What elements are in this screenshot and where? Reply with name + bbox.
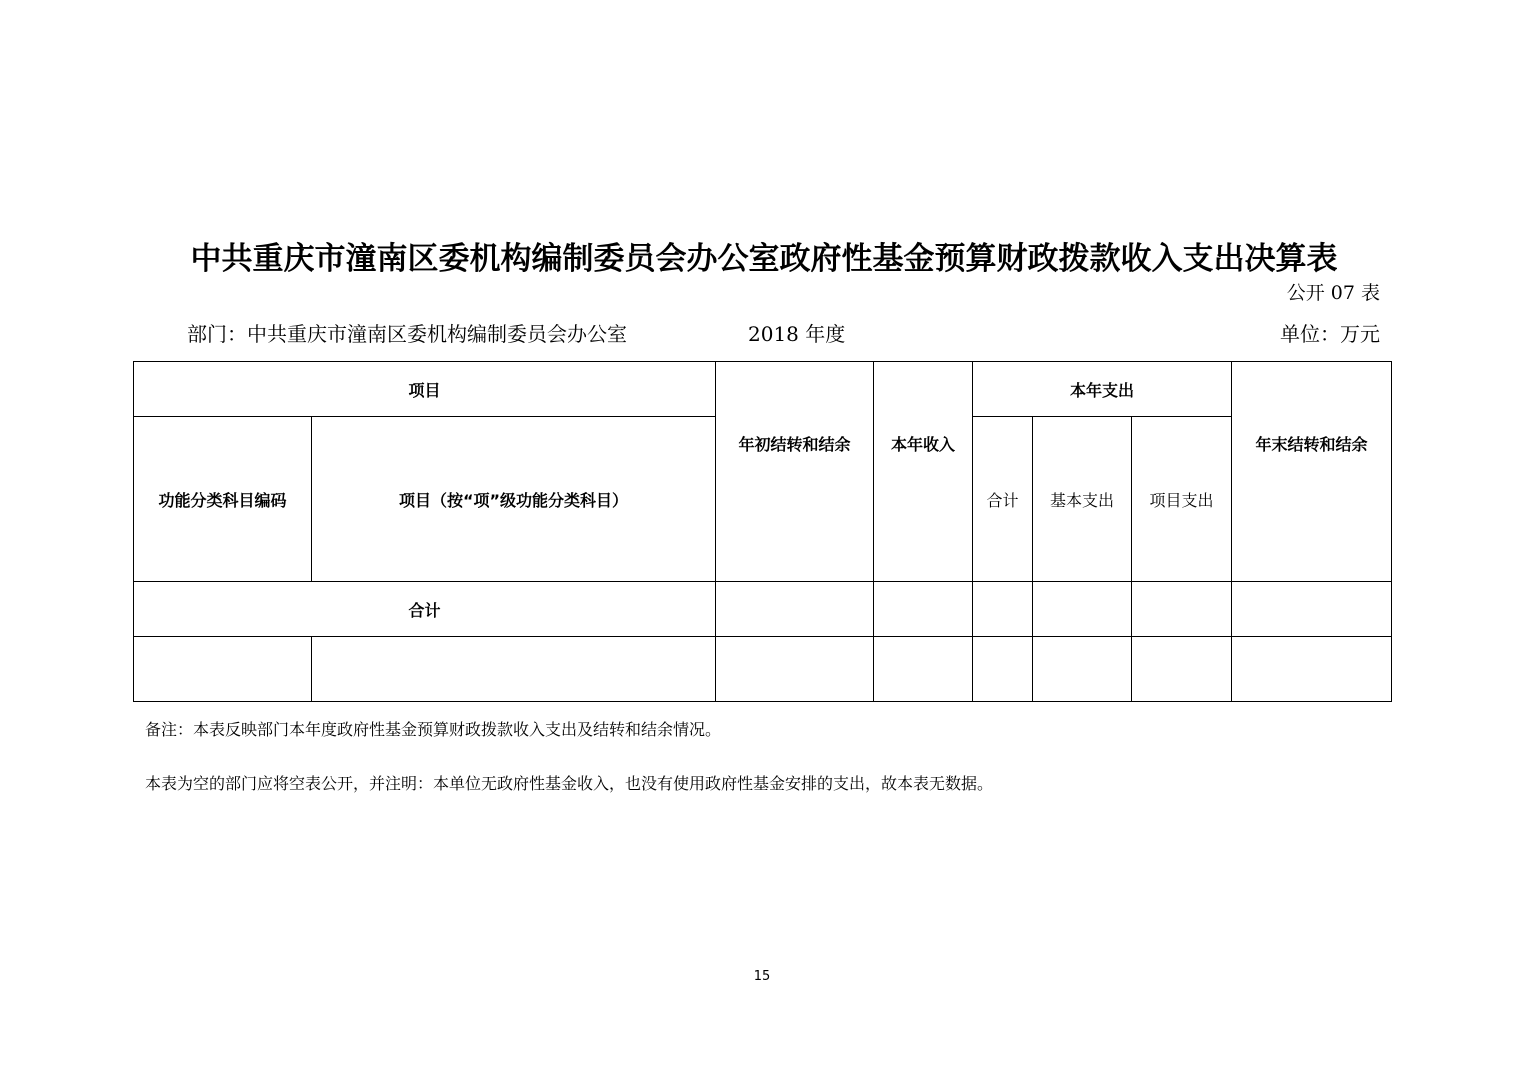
row-project-expense [1132, 637, 1232, 702]
header-income: 本年收入 [874, 362, 973, 582]
header-expense-total: 合计 [973, 417, 1033, 582]
row-income [874, 637, 973, 702]
total-expense-total [973, 582, 1033, 637]
total-row [134, 582, 1392, 637]
budget-table [133, 361, 1392, 702]
fiscal-year: 2018 年度 [748, 322, 846, 346]
note-remark: 备注：本表反映部门本年度政府性基金预算财政拨款收入支出及结转和结余情况。 [145, 720, 722, 739]
row-begin-balance [716, 637, 874, 702]
total-begin-balance [716, 582, 874, 637]
header-row-1 [134, 362, 1392, 417]
table-row [134, 637, 1392, 702]
row-expense-total [973, 637, 1033, 702]
table-number: 公开 07 表 [1286, 282, 1380, 304]
header-func-code: 功能分类科目编码 [134, 417, 312, 582]
header-item-name: 项目（按“项”级功能分类科目） [312, 417, 716, 582]
header-begin-balance: 年初结转和结余 [716, 362, 874, 582]
row-basic-expense [1033, 637, 1132, 702]
note-empty-table: 本表为空的部门应将空表公开，并注明：本单位无政府性基金收入，也没有使用政府性基金安排的支出，故本表无数据。 [145, 774, 994, 793]
department-label: 部门：中共重庆市潼南区委机构编制委员会办公室 [187, 322, 627, 346]
header-basic-expense: 基本支出 [1033, 417, 1132, 582]
total-end-balance [1232, 582, 1392, 637]
total-basic-expense [1033, 582, 1132, 637]
page-title: 中共重庆市潼南区委机构编制委员会办公室政府性基金预算财政拨款收入支出决算表 [190, 241, 1338, 277]
total-label: 合计 [134, 582, 716, 637]
unit-label: 单位：万元 [1280, 322, 1380, 346]
row-item-name [312, 637, 716, 702]
header-project-expense: 项目支出 [1132, 417, 1232, 582]
row-func-code [134, 637, 312, 702]
header-end-balance: 年末结转和结余 [1232, 362, 1392, 582]
header-expense: 本年支出 [973, 362, 1232, 417]
row-end-balance [1232, 637, 1392, 702]
total-income [874, 582, 973, 637]
total-project-expense [1132, 582, 1232, 637]
page-number: 15 [753, 969, 771, 984]
header-item: 项目 [134, 362, 716, 417]
